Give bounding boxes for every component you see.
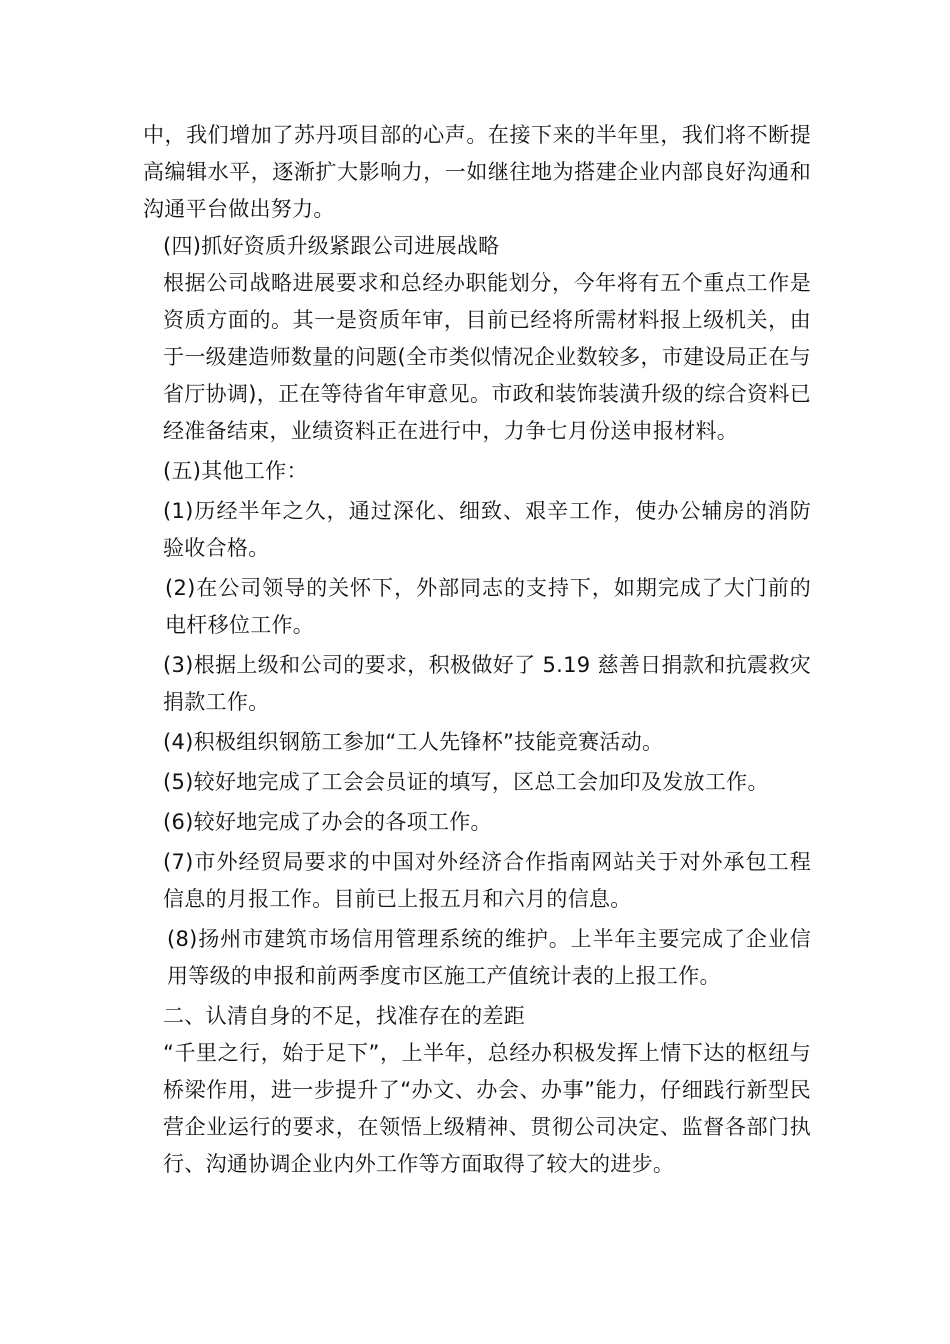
paragraph-qualification: 根据公司战略进展要求和总经办职能划分，今年将有五个重点工作是资质方面的。其一是资质年审，目前已经将所需材料报上级机关，由于一级建造师数量的问题(全市类似情况企业数较多，市建设局正在与省厅协调)，正在等待省年审意见。市政和装饰装潢升级的综合资料已经准备结束，业绩资料正在进行中，力争七月份送申报材料。	[163, 271, 811, 443]
document-body	[143, 117, 811, 1183]
paragraph-newsletter-summary: 中，我们增加了苏丹项目部的心声。在接下来的半年里，我们将不断提高编辑水平，逐渐扩大影响力，一如继往地为搭建企业内部良好沟通和沟通平台做出努力。	[143, 123, 811, 221]
section-heading-other-work: (五)其他工作：	[163, 459, 308, 483]
list-item-1: (1)历经半年之久，通过深化、细致、艰辛工作，使办公辅房的消防验收合格。	[163, 499, 811, 560]
section-heading-shortcomings: 二、认清自身的不足，找准存在的差距	[163, 1004, 526, 1028]
list-item-8: (8)扬州市建筑市场信用管理系统的维护。上半年主要完成了企业信用等级的申报和前两季度市区施工产值统计表的上报工作。	[167, 927, 811, 988]
list-item-5: (5)较好地完成了工会会员证的填写，区总工会加印及发放工作。	[163, 770, 769, 794]
list-item-7: (7)市外经贸局要求的中国对外经济合作指南网站关于对外承包工程信息的月报工作。目前已上报五月和六月的信息。	[163, 850, 811, 911]
paragraph-shortcomings: “千里之行，始于足下”，上半年，总经办积极发挥上情下达的枢纽与桥梁作用，进一步提升了“办文、办会、办事”能力，仔细践行新型民营企业运行的要求，在领悟上级精神、贯彻公司决定、监督各部门执行、沟通协调企业内外工作等方面取得了较大的进步。	[163, 1041, 811, 1176]
list-item-3: (3)根据上级和公司的要求，积极做好了 5.19 慈善日捐款和抗震救灾捐款工作。	[163, 653, 811, 714]
list-item-6: (6)较好地完成了办会的各项工作。	[163, 810, 492, 834]
section-heading-qualification: (四)抓好资质升级紧跟公司进展战略	[163, 234, 500, 258]
list-item-2: (2)在公司领导的关怀下，外部同志的支持下，如期完成了大门前的电杆移位工作。	[165, 576, 811, 637]
list-item-4: (4)积极组织钢筋工参加“工人先锋杯”技能竞赛活动。	[163, 730, 664, 754]
